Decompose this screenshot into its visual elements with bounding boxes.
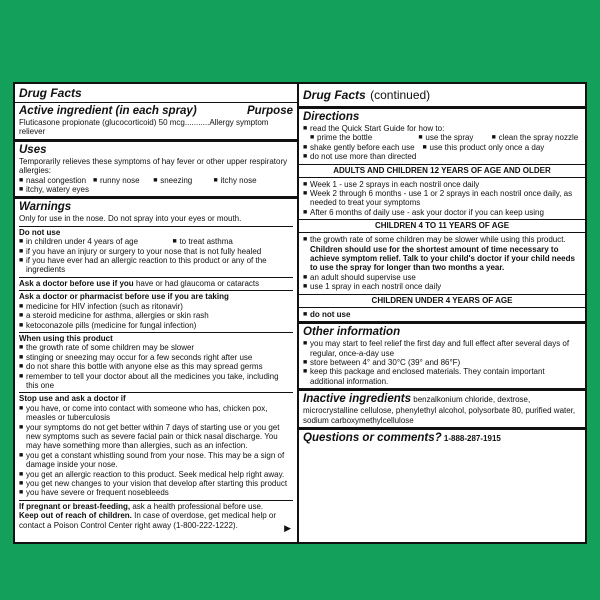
drug-facts-title: Drug Facts <box>19 86 82 100</box>
active-ingredient-section <box>15 103 297 142</box>
directions-heading: Directions <box>303 111 360 123</box>
list-item: ■ use this product only once a day <box>422 142 545 152</box>
stop-use-heading: Stop use and ask a doctor if <box>19 394 126 404</box>
questions-phone: 1-888-287-1915 <box>443 433 501 443</box>
list-item: ■ After 6 months of daily use - ask your doctor if you can keep using <box>303 207 544 217</box>
list-item: ■ the growth rate of some children may be slower <box>19 343 195 353</box>
list-item: ■ prime the bottle <box>310 133 373 143</box>
list-item: ■ itchy nose <box>213 175 257 185</box>
list-item: ■ do not use more than directed <box>303 152 417 162</box>
do-not-use-block <box>19 226 293 275</box>
list-item: ■ ketoconazole pills (medicine for fungal infection) <box>19 320 197 330</box>
list-item: ■ you get an allergic reaction to this product. Seek medical help right away. <box>19 469 285 479</box>
continue-arrow-icon: ▶ <box>284 523 291 533</box>
other-information-section <box>299 324 585 391</box>
list-item: ■ runny nose <box>92 175 140 185</box>
list-item: ■ medicine for HIV infection (such as ritonavir) <box>19 301 183 311</box>
list-item: ■ you have, or come into contact with someone who has, chicken pox, measles or tuberculosis <box>19 403 268 423</box>
drug-facts-header <box>15 84 297 103</box>
ask-pharmacist-block <box>19 290 293 330</box>
uses-heading: Uses <box>19 143 47 156</box>
when-using-heading: When using this product <box>19 333 113 343</box>
list-item: ■ use 1 spray in each nostril once daily <box>303 282 442 292</box>
list-item: ■ you may start to feel relief the first day and full effect after several days of regular, once-a-day use <box>303 339 570 358</box>
list-item: ■ do not use <box>303 309 351 319</box>
ask-doctor-block: Ask a doctor before use if you have or had glaucoma or cataracts <box>19 277 293 288</box>
list-item: ■ you get new changes to your vision that develop after starting this product <box>19 479 288 488</box>
children-band: CHILDREN 4 TO 11 YEARS OF AGE <box>299 219 585 233</box>
continued-label: (continued) <box>370 88 431 102</box>
list-item: ■ nasal congestion <box>19 175 87 185</box>
list-item: ■ store between 4° and 30°C (39° and 86°F) <box>303 357 461 367</box>
directions-section <box>299 109 585 324</box>
drug-facts-panel-left <box>13 82 299 544</box>
list-item: ■ stinging or sneezing may occur for a few seconds right after use <box>19 352 253 362</box>
list-item: ■ shake gently before each use <box>303 142 415 152</box>
warnings-intro: Only for use in the nose. Do not spray into your eyes or mouth. <box>19 214 242 224</box>
under4-band: CHILDREN UNDER 4 YEARS OF AGE <box>299 294 585 308</box>
list-item: ■ use the spray <box>418 133 474 143</box>
adults-band: ADULTS AND CHILDREN 12 YEARS OF AGE AND OLDER <box>299 164 585 178</box>
list-item: ■ your symptoms do not get better within 7 days of starting use or you get new symptoms such as severe facial pain or thick nasal discharge. You may have something more than allergies, such as an infection. <box>19 422 280 451</box>
inactive-ingredients-text: benzalkonium chloride, dextrose, microcrystalline cellulose, phenylethyl alcohol, polysorbate 80, purified water, sodium carboxymethylcellulose <box>303 395 576 425</box>
uses-text: Temporarily relieves these symptoms of hay fever or other upper respiratory allergies: <box>19 156 288 176</box>
questions-heading: Questions or comments? <box>303 431 442 444</box>
drug-facts-continued-header <box>299 84 585 109</box>
list-item: ■ you have severe or frequent nosebleeds <box>19 488 169 498</box>
purpose-heading: Purpose <box>246 105 293 117</box>
warnings-section <box>15 199 297 532</box>
questions-section <box>299 430 585 447</box>
list-item: ■ a steroid medicine for asthma, allergies or skin rash <box>19 311 209 321</box>
stop-use-block <box>19 392 293 497</box>
list-item: ■ if you have an injury or surgery to your nose that is not fully healed <box>19 246 262 256</box>
do-not-use-heading: Do not use <box>19 227 61 237</box>
drug-facts-title: Drug Facts <box>303 88 366 102</box>
warnings-heading: Warnings <box>19 201 72 214</box>
list-item: ■ you get a constant whistling sound from your nose. This may be a sign of damage inside your nose. <box>19 450 285 470</box>
active-ingredient-line: Fluticasone propionate (glucocorticoid) 50 mcg...........Allergy symptom reliever <box>19 118 269 137</box>
list-item: ■ an adult should supervise use <box>303 272 416 282</box>
list-item: ■ do not share this bottle with anyone else as this may spread germs <box>19 362 263 372</box>
list-item: ■ Week 2 through 6 months - use 1 or 2 sprays in each nostril once daily, as needed to treat your symptoms <box>303 189 573 208</box>
inactive-ingredients-section <box>299 391 585 430</box>
active-ingredient-heading: Active ingredient (in each spray) <box>19 105 197 117</box>
list-item: ■ read the Quick Start Guide for how to: <box>303 124 445 133</box>
drug-facts-panel-right <box>297 82 587 544</box>
list-item: ■ sneezing <box>153 175 193 185</box>
list-item: ■ in children under 4 years of age <box>19 237 139 247</box>
other-information-heading: Other information <box>303 326 401 339</box>
uses-section <box>15 142 297 200</box>
list-item: ■ Week 1 - use 2 sprays in each nostril once daily <box>303 179 480 189</box>
list-item: ■ clean the spray nozzle <box>491 133 579 143</box>
list-item: ■ to treat asthma <box>172 237 233 247</box>
ask-pharmacist-heading: Ask a doctor or pharmacist before use if you are taking <box>19 292 229 302</box>
uses-list <box>19 176 293 195</box>
list-item: ■ itchy, watery eyes <box>19 185 89 195</box>
list-item: ■ keep this package and enclosed materials. They contain important additional information. <box>303 367 545 386</box>
list-item: ■ remember to tell your doctor about all the medicines you take, including this one <box>19 371 279 390</box>
list-item: ■ the growth rate of some children may be slower while using this product. Children should use for the shortest amount of time necessary to achieve symptom relief. Talk to your child's doctor if your child needs to use the spray for longer than two months a year. <box>303 235 575 273</box>
pregnancy-block: If pregnant or breast-feeding, ask a health professional before use. Keep out of reach of children. In case of overdose, get medical help or contact a Poison Control Center right away (1-800-222-1222). <box>19 500 293 530</box>
list-item: ■ if you have ever had an allergic reaction to this product or any of the ingredients <box>19 256 267 275</box>
when-using-block <box>19 332 293 390</box>
inactive-ingredients-heading: Inactive ingredients <box>303 393 412 406</box>
